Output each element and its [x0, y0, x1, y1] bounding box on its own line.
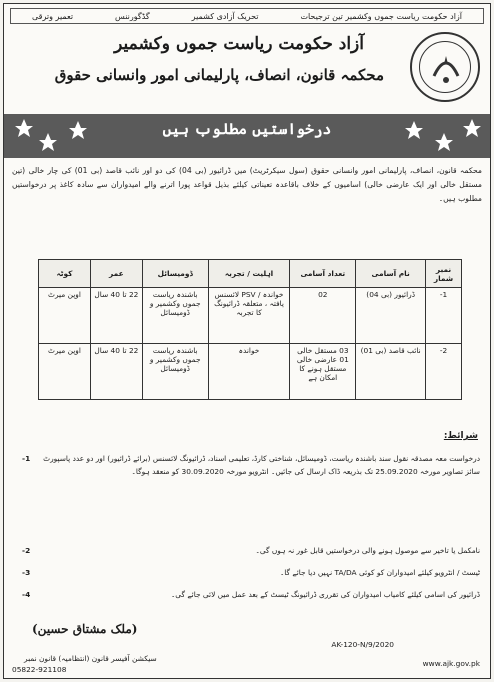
- cell-age: 22 تا 40 سال: [90, 344, 142, 400]
- header-domicile: ڈومیسائل: [142, 260, 208, 288]
- condition-item: [12, 452, 480, 478]
- slogan-text: تعمیر وترقی: [32, 11, 74, 21]
- cell-post: ڈرائیور (بی 04): [356, 288, 426, 344]
- signatory-designation: سیکشن آفیسر قانون (انتظامیہ) قانون نمبر: [24, 654, 157, 663]
- government-title: آزاد حکومت ریاست جموں وکشمیر: [114, 34, 364, 54]
- cell-domicile: باشندہ ریاست جموں وکشمیر و ڈومیسائل: [142, 344, 208, 400]
- slogan-bar: [10, 8, 484, 24]
- vacancy-banner: [4, 114, 490, 158]
- table-row: [39, 344, 462, 400]
- condition-number: 2-: [22, 546, 31, 555]
- condition-text: ٹیسٹ / انٹرویو کیلئے امیدواران کو کوئی TA/DA نہیں دیا جائے گا۔: [279, 568, 480, 577]
- header-quota: کوٹہ: [39, 260, 91, 288]
- cell-serial: 1-: [426, 288, 462, 344]
- condition-item: [12, 544, 480, 557]
- cell-count: 03 مستقل خالی 01 عارضی خالی مستقل ہونے کا امکان ہے: [290, 344, 356, 400]
- advertisement-page: [3, 3, 491, 679]
- phone-number: 05822-921108: [12, 665, 67, 674]
- website-link[interactable]: www.ajk.gov.pk: [422, 659, 480, 668]
- government-emblem-icon: [410, 32, 480, 102]
- condition-item: [12, 588, 480, 601]
- department-title: محکمہ قانون، انصاف، پارلیمانی امور وانسانی حقوق: [54, 66, 384, 84]
- cell-qualification: خواندہ / PSV لائسنس یافتہ ، متعلقہ ڈرائیونگ کا تجربہ: [208, 288, 290, 344]
- conditions-heading: شرائط:: [443, 431, 478, 441]
- header-count: تعداد آسامی: [290, 260, 356, 288]
- condition-item: [12, 566, 480, 579]
- cell-quota: اوپن میرٹ: [39, 344, 91, 400]
- cell-quota: اوپن میرٹ: [39, 288, 91, 344]
- posts-table: [38, 259, 462, 400]
- condition-text: ڈرائیور کی اسامی کیلئے کامیاب امیدواران کی تقرری ڈرائیونگ ٹیسٹ کے بعد عمل میں لائی جائے گی۔: [170, 590, 480, 599]
- header-qualification: اہلیت / تجربہ: [208, 260, 290, 288]
- header-serial: نمبر شمار: [426, 260, 462, 288]
- header-age: عمر: [90, 260, 142, 288]
- slogan-text: آزاد حکومت ریاست جموں وکشمیر تین ترجیحات: [300, 11, 463, 21]
- table-row: [39, 288, 462, 344]
- cell-qualification: خواندہ: [208, 344, 290, 400]
- intro-paragraph: محکمہ قانون، انصاف، پارلیمانی امور وانسانی حقوق (سول سیکرٹریٹ) میں ڈرائیور (بی 04) کی دو اور نائب قاصد (بی 01) کی چار خالی (تین مستقل خالی اور ایک عارضی خالی) اسامیوں کے خلاف باقاعدہ تعیناتی کیلئے بذیل قواعد پورا اترنے والے امیدواران سے سادہ کاغذ پر درخواستیں مطلوب ہیں۔: [12, 166, 482, 203]
- letterhead: [10, 30, 484, 108]
- cell-count: 02: [290, 288, 356, 344]
- condition-number: 1-: [22, 454, 31, 463]
- signatory-name: (ملک مشتاق حسین): [32, 622, 138, 636]
- banner-title: درخواستیں مطلوب ہیں: [162, 120, 332, 138]
- cell-age: 22 تا 40 سال: [90, 288, 142, 344]
- header-post: نام آسامی: [356, 260, 426, 288]
- slogan-text: تحریک آزادی کشمیر: [191, 11, 259, 21]
- ad-reference: AK-120-N/9/2020: [331, 640, 394, 649]
- cell-domicile: باشندہ ریاست جموں وکشمیر و ڈومیسائل: [142, 288, 208, 344]
- condition-text: درخواست معہ مصدقہ نقول سند باشندہ ریاست، ڈومیسائل، شناختی کارڈ، تعلیمی اسناد، ڈرائیونگ لائسنس (برائے ڈرائیور) اور دو عدد پاسپورٹ سائز تصاویر مورخہ 25.09.2020 تک بذریعہ ڈاک ارسال کی جائیں۔ انٹرویو مورخہ 30.09.2020 کو منعقد ہوگا۔: [43, 454, 480, 476]
- cell-post: نائب قاصد (بی 01): [356, 344, 426, 400]
- condition-number: 4-: [22, 590, 31, 599]
- slogan-text: گڈگورننس: [115, 11, 150, 21]
- condition-text: نامکمل یا تاخیر سے موصول ہونے والی درخواستیں قابل غور نہ ہوں گی۔: [255, 546, 480, 555]
- table-header-row: [39, 260, 462, 288]
- condition-number: 3-: [22, 568, 31, 577]
- cell-serial: 2-: [426, 344, 462, 400]
